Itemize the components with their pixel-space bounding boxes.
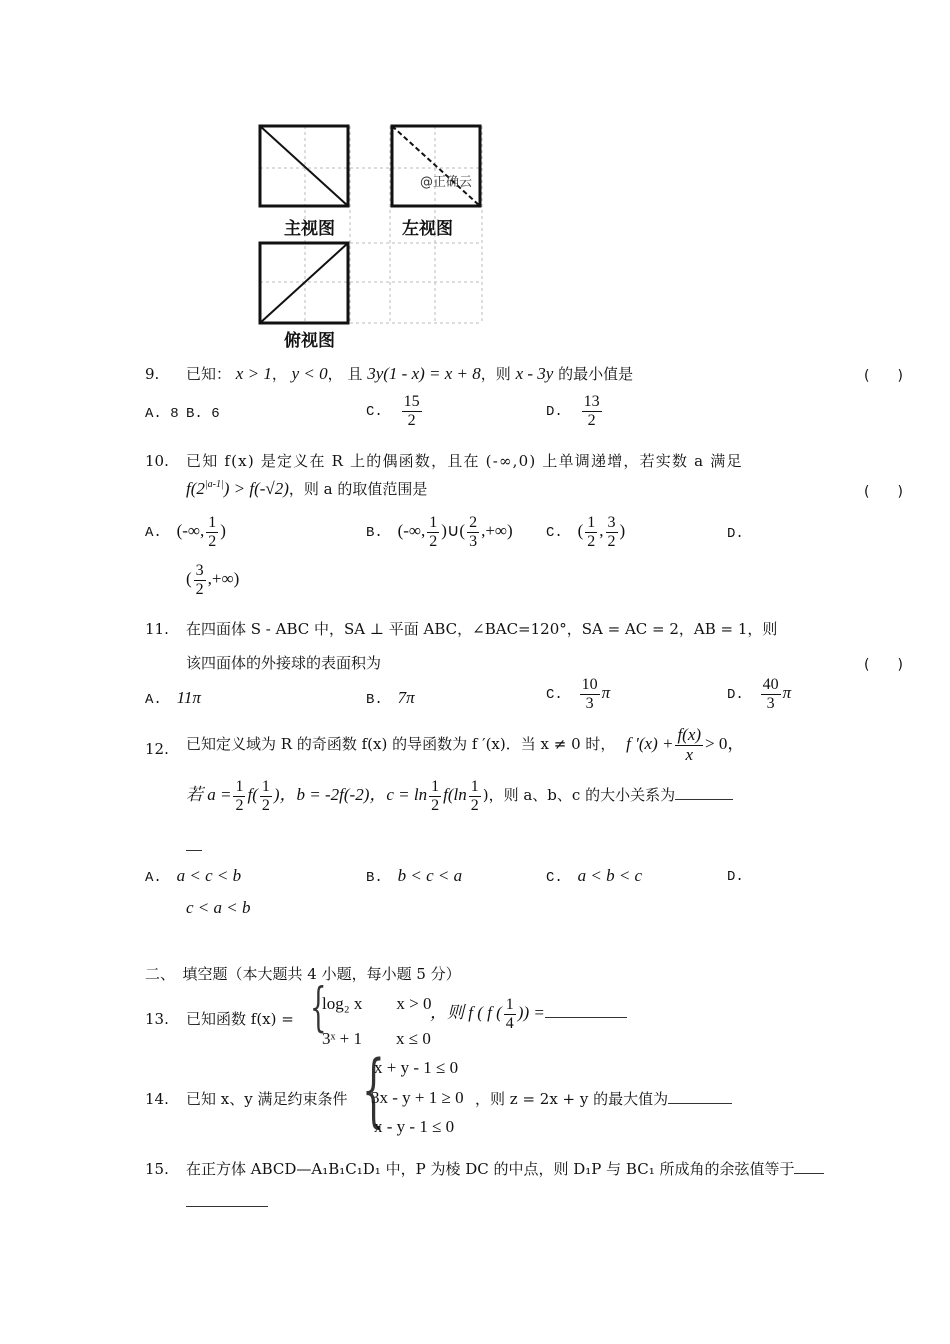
q12-frac4: $\frac{1}{2}$ bbox=[470, 778, 479, 814]
q12-option-a[interactable] bbox=[145, 866, 241, 886]
q9-d-fraction: $\frac{13}{2}$ bbox=[583, 393, 600, 429]
q9-answer-paren: ( ) bbox=[864, 368, 903, 384]
q10-c-fraction2: $\frac{3}{2}$ bbox=[607, 514, 616, 550]
q14-answer-blank[interactable] bbox=[668, 1089, 732, 1104]
q15-number: 15. bbox=[145, 1160, 169, 1178]
q15-stem: 在正方体 ABCD—A₁B₁C₁D₁ 中，P 为棱 DC 的中点，则 D₁P 与 BC₁ 所成角的余弦值等于 bbox=[186, 1160, 795, 1178]
q12-derivative: f ′(x) + bbox=[626, 734, 674, 754]
q11-a-value: 11π bbox=[176, 688, 201, 707]
q12-fx-over-x: $\frac{f(x)}{x}$ bbox=[677, 725, 702, 764]
q9-expr: x - 3y bbox=[515, 364, 554, 383]
q12-c-value: a < b < c bbox=[577, 866, 643, 885]
q12-relation-text: )，则 a、b、c 的大小关系为 bbox=[482, 786, 676, 805]
q12-line1 bbox=[186, 726, 744, 764]
q13-quarter: $\frac{1}{4}$ bbox=[505, 996, 514, 1032]
q12-b-value: b < c < a bbox=[397, 866, 463, 885]
q11-c-label: C. bbox=[546, 687, 563, 704]
q10-line2 bbox=[186, 478, 427, 499]
q10-a-label: A. bbox=[145, 525, 162, 542]
q10-b-fraction1: $\frac{1}{2}$ bbox=[429, 514, 438, 550]
q12-blank-continued[interactable] bbox=[186, 850, 202, 851]
q12-b-c-def: )，b = -2f(-2)，c = ln bbox=[273, 785, 428, 805]
q12-line1-text: 已知定义域为 R 的奇函数 f(x) 的导函数为 f ′(x)．当 x ≠ 0 时， bbox=[186, 735, 616, 754]
q9-equation: 3y(1 - x) = x + 8 bbox=[367, 364, 481, 383]
q10-line1: 已知 f(x) 是定义在 R 上的偶函数，且在 (-∞,0) 上单调递增，若实数 a 满足 bbox=[186, 452, 743, 470]
q9-tail1: ，则 bbox=[480, 365, 511, 383]
q14-tail bbox=[475, 1088, 732, 1109]
q12-number: 12. bbox=[145, 740, 169, 758]
q11-d-label: D. bbox=[727, 687, 744, 704]
q11-option-c[interactable] bbox=[546, 676, 610, 712]
q10-ineq-right: ) > f(-√2) bbox=[223, 479, 289, 498]
q9-tail2: 的最小值是 bbox=[558, 365, 634, 383]
q11-d-fraction: $\frac{40}{3}$ bbox=[762, 676, 779, 712]
q10-c-mid: , bbox=[599, 521, 604, 541]
q14-brace: { bbox=[362, 1043, 385, 1136]
q13-answer-blank[interactable] bbox=[545, 1003, 627, 1018]
q10-b-post: ,+∞) bbox=[481, 521, 513, 541]
q9-cond2: y < 0 bbox=[291, 364, 328, 383]
q13-number: 13. bbox=[145, 1010, 169, 1028]
q11-c-pi: π bbox=[601, 683, 611, 703]
q12-option-d[interactable]: c < a < b bbox=[186, 898, 251, 917]
q12-a-label: A. bbox=[145, 870, 162, 886]
q10-option-d-label[interactable]: D. bbox=[727, 526, 744, 542]
q10-d-post: ,+∞) bbox=[207, 569, 240, 589]
q11-b-value: 7π bbox=[397, 688, 415, 707]
q9-number: 9. bbox=[145, 365, 160, 383]
q9-mid: 且 bbox=[347, 365, 363, 383]
q12-frac3: $\frac{1}{2}$ bbox=[431, 778, 440, 814]
q11-option-b[interactable] bbox=[366, 688, 415, 708]
q9-option-c[interactable] bbox=[366, 393, 424, 429]
q12-c-label: C. bbox=[546, 870, 563, 886]
q10-option-a[interactable] bbox=[145, 514, 226, 550]
q14-number: 14. bbox=[145, 1090, 169, 1108]
section-title: 二、 填空题（本大题共 4 小题，每小题 5 分） bbox=[145, 965, 461, 983]
q15-text bbox=[186, 1158, 824, 1179]
q9-c-label: C. bbox=[366, 404, 383, 421]
q10-b-label: B. bbox=[366, 525, 383, 542]
q10-option-c[interactable] bbox=[546, 514, 625, 550]
q9-d-label: D. bbox=[546, 404, 563, 421]
q12-gt-zero: > 0， bbox=[705, 734, 745, 754]
q9-stem: 已知： x > 1， y < 0， 且 3y(1 - x) = x + 8，则 x - 3y 的最小值是 bbox=[186, 364, 634, 383]
q11-c-fraction: $\frac{10}{3}$ bbox=[581, 676, 598, 712]
q13-lead: 已知函数 f(x) = bbox=[186, 1010, 294, 1028]
q10-d-pre: ( bbox=[186, 569, 192, 589]
q14-constraint2: 3x - y + 1 ≥ 0 bbox=[371, 1088, 464, 1107]
q10-number: 10. bbox=[145, 452, 169, 470]
q11-line2: 该四面体的外接球的表面积为 bbox=[186, 654, 382, 672]
q12-answer-blank[interactable] bbox=[675, 785, 733, 800]
q10-exponent: |a-1| bbox=[204, 479, 224, 490]
q11-number: 11. bbox=[145, 620, 169, 638]
q9-option-a[interactable]: A. 8 bbox=[145, 406, 179, 422]
q11-option-d[interactable] bbox=[727, 676, 791, 712]
q14-tail-text: ，则 z = 2x + y 的最大值为 bbox=[475, 1090, 669, 1108]
q10-c-post: ) bbox=[619, 521, 626, 541]
q10-c-pre: ( bbox=[577, 521, 584, 541]
q9-c-fraction: $\frac{15}{2}$ bbox=[403, 393, 420, 429]
q12-b-label: B. bbox=[366, 870, 383, 886]
q13-equals: )) = bbox=[517, 1003, 545, 1023]
q14-constraint3: x - y - 1 ≤ 0 bbox=[374, 1117, 455, 1136]
q12-option-b[interactable] bbox=[366, 866, 462, 886]
q12-option-c[interactable] bbox=[546, 866, 642, 886]
q11-option-a[interactable] bbox=[145, 688, 201, 708]
watermark: @正确云 bbox=[420, 175, 473, 190]
q11-a-label: A. bbox=[145, 692, 162, 708]
q10-tail: ，则 a 的取值范围是 bbox=[288, 480, 428, 498]
q12-line2 bbox=[186, 778, 733, 814]
q9-option-b[interactable]: B. 6 bbox=[186, 406, 220, 422]
side-view-label: 左视图 bbox=[402, 219, 453, 239]
q13-tail bbox=[430, 996, 627, 1032]
q15-blank-continued[interactable] bbox=[186, 1206, 268, 1207]
q9-cond1: x > 1 bbox=[235, 364, 272, 383]
q12-frac2: $\frac{1}{2}$ bbox=[261, 778, 270, 814]
q14-constraint1: x + y - 1 ≤ 0 bbox=[374, 1058, 459, 1077]
q10-a-pre: (-∞, bbox=[176, 521, 205, 541]
q10-option-b[interactable] bbox=[366, 514, 513, 550]
q11-line1: 在四面体 S - ABC 中，SA ⊥ 平面 ABC，∠BAC=120°，SA = AC = 2，AB = 1，则 bbox=[186, 620, 778, 638]
q13-brace: { bbox=[310, 978, 327, 1038]
q12-f-ln: f(ln bbox=[443, 785, 467, 805]
q10-c-label: C. bbox=[546, 525, 563, 542]
q9-lead: 已知： bbox=[186, 365, 232, 383]
q10-option-d[interactable] bbox=[186, 562, 239, 598]
q12-a-value: a < c < b bbox=[176, 866, 242, 885]
q10-ineq-left: f(2 bbox=[186, 479, 205, 498]
q10-a-fraction: $\frac{1}{2}$ bbox=[208, 514, 217, 550]
q11-b-label: B. bbox=[366, 692, 383, 708]
q11-answer-paren: ( ) bbox=[864, 657, 903, 673]
q15-answer-blank[interactable] bbox=[794, 1159, 824, 1174]
q13-composition: ，则 f ( f ( bbox=[430, 1003, 502, 1023]
q13-case2: 3ˣ + 1 x ≤ 0 bbox=[322, 1029, 431, 1048]
q12-a-def: 若 a = bbox=[186, 785, 232, 805]
q11-d-pi: π bbox=[782, 683, 792, 703]
q9-option-d[interactable] bbox=[546, 393, 604, 429]
q13-case1: log₂ x x > 0 bbox=[322, 994, 432, 1013]
q10-d-fraction: $\frac{3}{2}$ bbox=[195, 562, 204, 598]
q12-f-open: f( bbox=[247, 785, 258, 805]
q10-a-post: ) bbox=[220, 521, 226, 541]
q12-frac1: $\frac{1}{2}$ bbox=[235, 778, 244, 814]
q10-b-pre: (-∞, bbox=[397, 521, 426, 541]
front-view-label: 主视图 bbox=[284, 219, 335, 239]
q10-answer-paren: ( ) bbox=[864, 484, 903, 500]
top-view-label: 俯视图 bbox=[284, 331, 335, 351]
q12-option-d-label[interactable]: D. bbox=[727, 869, 744, 885]
q14-lead: 已知 x、y 满足约束条件 bbox=[186, 1090, 348, 1108]
q10-c-fraction1: $\frac{1}{2}$ bbox=[587, 514, 596, 550]
q10-b-fraction2: $\frac{2}{3}$ bbox=[469, 514, 478, 550]
q10-b-mid: )∪( bbox=[441, 521, 466, 541]
